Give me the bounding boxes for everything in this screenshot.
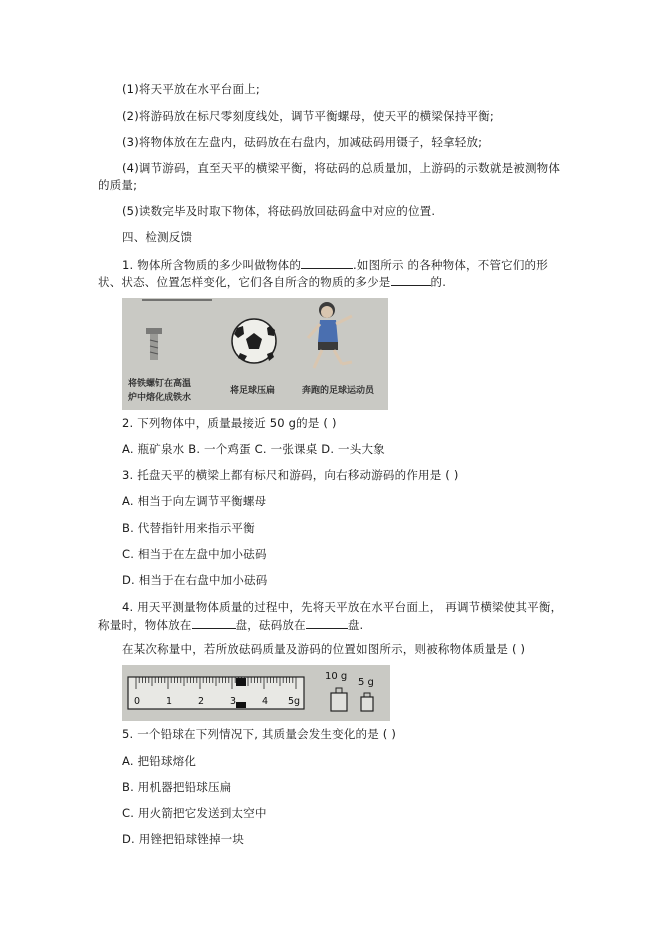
question-1-line2 [98,273,446,290]
section-title: 四、检测反馈 [122,230,193,244]
q4-text-b: 盘，砝码放在 [235,618,306,632]
tick-5g: 5g [288,696,301,707]
q3-option-b: B. 代替指针用来指示平衡 [122,521,255,535]
caption-screw-2: 炉中熔化成铁水 [128,393,192,403]
step-4-cont: 的质量; [98,178,138,192]
q4-text-c: 盘. [347,618,364,632]
screw-icon [146,328,162,360]
step-1: (1)将天平放在水平台面上; [122,82,260,96]
weight-5g-label: 5 g [358,677,374,688]
soccer-ball-icon [232,319,276,363]
q1-text-b: .如图所示 的各种物体，不管它们的形 [353,258,548,272]
tick-3: 3 [230,696,237,707]
q3-option-c: C. 相当于在左盘中加小砝码 [122,547,267,561]
rider-icon [236,678,246,686]
q5-option-b: B. 用机器把铅球压扁 [122,780,232,794]
q4-blank-2[interactable] [306,616,348,629]
q4-text-a: 称量时，物体放在 [98,618,192,632]
figure-objects [122,298,388,410]
step-2: (2)将游码放在标尺零刻度线处，调节平衡螺母，使天平的横梁保持平衡; [122,109,494,123]
ruler-tick-labels [134,696,304,708]
tick-1: 1 [166,696,173,707]
question-2-stem: 2. 下列物体中，质量最接近 50 g的是 ( ) [122,416,337,430]
weight-10g-icon [331,688,347,711]
q5-option-a: A. 把铅球熔化 [122,754,197,768]
question-4-line3: 在某次称量中，若所放砝码质量及游码的位置如图所示，则被称物体质量是 ( ) [122,642,526,656]
question-4-line1: 4. 用天平测量物体质量的过程中，先将天平放在水平台面上， 再调节横梁使其平衡， [122,600,563,614]
question-4-line2 [98,616,363,633]
question-1-line1 [122,256,548,273]
soccer-player-icon [308,302,352,368]
tick-0: 0 [134,696,141,707]
q3-option-d: D. 相当于在右盘中加小砝码 [122,573,268,587]
q1-text-c: 状、状态、位置怎样变化，它们各自所含的物质的多少是 [98,275,391,289]
question-3-stem: 3. 托盘天平的横梁上都有标尺和游码，向右移动游码的作用是 ( ) [122,468,459,482]
ruler-drawing [122,665,390,721]
q3-option-a: A. 相当于向左调节平衡螺母 [122,494,267,508]
q1-blank-1[interactable] [301,256,353,269]
caption-screw-1: 将铁螺钉在高温 [128,379,192,389]
figure-ruler-weights [122,665,390,721]
q1-blank-2[interactable] [391,273,431,286]
step-5: (5)读数完毕及时取下物体，将砝码放回砝码盒中对应的位置. [122,204,436,218]
step-4: (4)调节游码，直至天平的横梁平衡，将砝码的总质量加，上游码的示数就是被测物体 [122,161,561,175]
weight-10g-label: 10 g [325,671,348,682]
tick-2: 2 [198,696,205,707]
weight-5g-icon [361,693,373,711]
question-2-options: A. 瓶矿泉水 B. 一个鸡蛋 C. 一张课桌 D. 一头大象 [122,442,385,456]
q1-text-d: 的. [430,275,447,289]
q5-option-c: C. 用火箭把它发送到太空中 [122,806,267,820]
step-3: (3)将物体放在左盘内，砝码放在右盘内，加减砝码用镊子，轻拿轻放; [122,135,483,149]
q4-blank-1[interactable] [192,616,236,629]
q5-option-d: D. 用锉把铅球锉掉一块 [122,832,245,846]
caption-ball: 将足球压扁 [230,386,276,396]
q1-text-a: 1. 物体所含物质的多少叫做物体的 [122,258,302,272]
caption-player: 奔跑的足球运动员 [302,386,375,396]
question-5-stem: 5. 一个铅球在下列情况下, 其质量会发生变化的是 ( ) [122,727,397,741]
tick-4: 4 [262,696,269,707]
